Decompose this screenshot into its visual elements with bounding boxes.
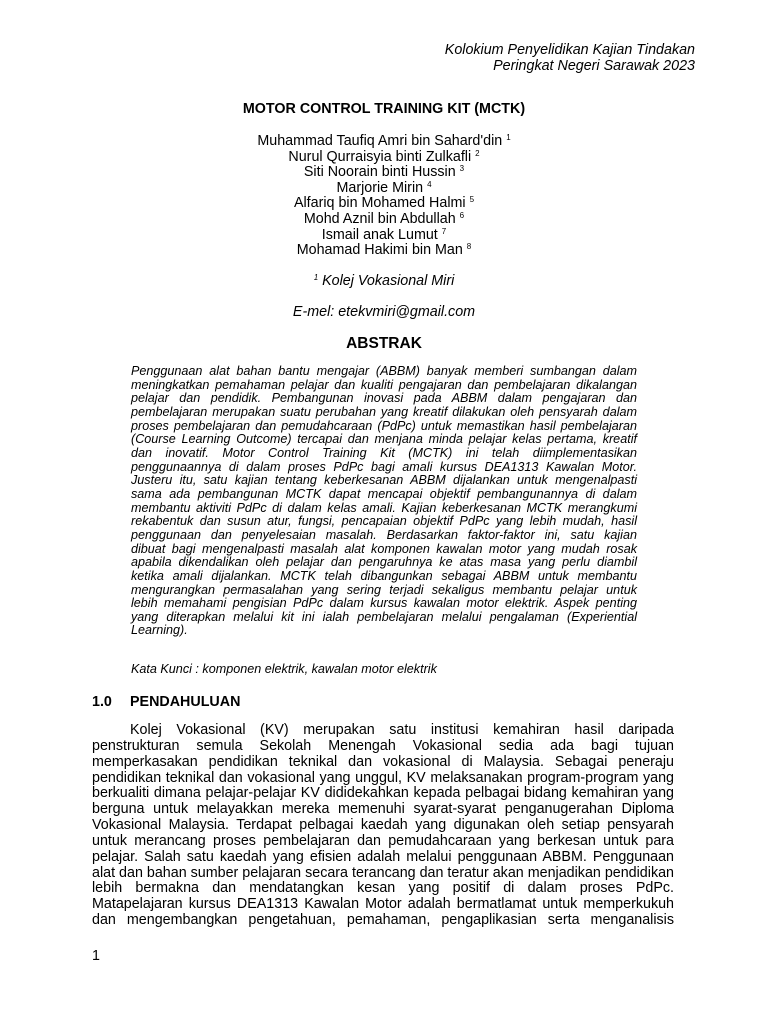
body-line: alat dan bahan sumber pelajaran secara terancang dan teratur akan menjadikan pendidikan xyxy=(92,864,674,881)
abstract-line: ketika amali dijalankan. MCTK telah dibangunkan sebagai ABBM untuk membantu xyxy=(131,568,637,583)
page-number: 1 xyxy=(92,948,100,964)
abstract-heading: ABSTRAK xyxy=(346,335,422,352)
author-line: Alfariq bin Mohamed Halmi $^5$ xyxy=(293,195,475,212)
email-line: E-mel: etekvmiri@gmail.com xyxy=(292,304,476,320)
body-line: Vokasional Malaysia. Terdapat pelbagai kaedah yang digunakan oleh setiap pensyarah xyxy=(92,817,674,834)
section-title: PENDAHULUAN xyxy=(130,694,241,710)
abstract-line: membantu aktiviti PdPc di dalam kelas amali. Kajian keberkesanan MCTK merangkumi xyxy=(131,500,637,515)
author-line: Muhammad Taufiq Amri bin Sahard'din $^1$ xyxy=(257,133,511,149)
abstract-line: rekabentuk dan susun atur, fungsi, pencapaian objektif PdPc yang lebih mudah, hasil xyxy=(131,514,637,529)
section-heading xyxy=(92,694,240,710)
body-text xyxy=(92,723,674,929)
body-line: berguna untuk melayakkan mereka memenuhi syarat-syarat penganugerahan Diploma xyxy=(92,801,674,818)
author-line: Nurul Qurraisyia binti Zulkafli $^2$ xyxy=(288,148,480,165)
body-line: Matapelajaran kursus DEA1313 Kawalan Motor adalah bermatlamat untuk memperkukuh xyxy=(92,896,674,913)
abstract-line: Penggunaan alat bahan bantu mengajar (ABBM) banyak memberi sumbangan dalam xyxy=(131,364,637,378)
affiliation: $^1$ Kolej Vokasional Miri xyxy=(313,273,455,289)
abstract-line: meningkatkan pemahaman pelajar dan kualiti pengajaran dan pembelajaran dikalangan xyxy=(131,377,637,392)
body-line: untuk merancang proses pembelajaran dan pemudahcaraan yang berkesan untuk para xyxy=(92,832,674,849)
author-line: Marjorie Mirin $^4$ xyxy=(336,179,432,196)
author-line: Mohamad Hakimi bin Man $^8$ xyxy=(296,242,472,259)
body-line: penstrukturan semula Sekolah Menengah Vokasional sedia ada bagi tujuan xyxy=(92,737,674,754)
abstract-line: (Course Learning Outcome) tercapai dan menjana minda pelajar kelas pertama, kreatif xyxy=(131,432,637,447)
abstract-line: pelajar dan pendidik. Pembangunan inovasi pada ABBM dalam pengajaran dan xyxy=(131,391,637,406)
abstract-line: apabila dikendalikan oleh pelajar dan pengaruhnya ke atas masa yang perlu diambil xyxy=(131,555,637,570)
abstract-line: dan inovatif. Motor Control Training Kit (MCTK) ini telah diimplementasikan xyxy=(131,445,637,460)
conference-header xyxy=(445,42,695,74)
section-number: 1.0 xyxy=(92,694,112,710)
abstract-line: lebih memahami pengisian PdPc dalam kursus kawalan motor elektrik. Aspek penting xyxy=(131,596,637,611)
body-line: memperkasakan pendidikan teknikal dan vokasional di Malaysia. Sebagai peneraju xyxy=(92,753,674,770)
abstract-line: pembelajaran merupakan suatu perubahan yang kreatif dilakukan oleh pensyarah dalam xyxy=(131,404,637,419)
author-line: Ismail anak Lumut $^7$ xyxy=(321,226,447,243)
body-line: dan mengembangkan pengetahuan, pemahaman, pengaplikasian serta menganalisis xyxy=(92,912,674,929)
keywords: Kata Kunci : komponen elektrik, kawalan motor elektrik xyxy=(131,662,437,676)
abstract-body xyxy=(131,365,637,638)
abstract-line: penggunaan dan penyelesaian masalah. Berdasarkan faktor-faktor ini, satu kajian xyxy=(131,527,637,542)
abstract-line: Justeru itu, satu kajian tentang keberkesanan ABBM dijalankan untuk mengenalpasti xyxy=(131,473,637,488)
abstract-line: yang diterapkan melalui kit ini ialah pembelajaran melalui pengalaman (Experiential xyxy=(131,609,637,624)
body-line: pelajar. Salah satu kaedah yang efisien adalah melalui penggunaan ABBM. Penggunaan xyxy=(92,848,674,865)
abstract-line: sama ada pembangunan MCTK dapat mencapai objektif pembangunannya di dalam xyxy=(131,486,637,501)
body-line: pendidikan teknikal dan vokasional yang unggul, KV melaksanakan program-program yang xyxy=(92,769,674,786)
author-line: Mohd Aznil bin Abdullah $^6$ xyxy=(303,210,465,227)
paper-title: MOTOR CONTROL TRAINING KIT (MCTK) xyxy=(242,101,526,117)
author-line: Siti Noorain binti Hussin $^3$ xyxy=(303,164,465,181)
abstract-line: dibuat bagi mengenalpasti masalah alat komponen kawalan motor yang mudah rosak xyxy=(131,541,637,556)
body-line: lebih bermakna dan mendatangkan kesan yang positif di dalam proses PdPc. xyxy=(92,880,674,897)
abstract-line: mengurangkan permasalahan yang sering terjadi sekaligus membantu pelajar untuk xyxy=(131,582,637,597)
abstract-line: penggunaannya di dalam proses PdPc bagi amali kursus DEA1313 Kawalan Motor. xyxy=(131,459,637,474)
abstract-line: proses pembelajaran dan pemudahcaraan (PdPc) untuk memastikan hasil pembelajaran xyxy=(131,418,637,433)
author-list xyxy=(0,134,768,259)
body-line: berkualiti dimana pelajar-pelajar KV dididekahkan kepada pelbagai bidang kemahiran yang xyxy=(92,785,674,802)
body-line: Kolej Vokasional (KV) merupakan satu institusi kemahiran hasil daripada xyxy=(130,722,674,738)
header-line-1: Kolokium Penyelidikan Kajian Tindakan xyxy=(444,42,695,58)
abstract-line: Learning). xyxy=(131,623,188,638)
header-line-2: Peringkat Negeri Sarawak 2023 xyxy=(493,58,695,75)
